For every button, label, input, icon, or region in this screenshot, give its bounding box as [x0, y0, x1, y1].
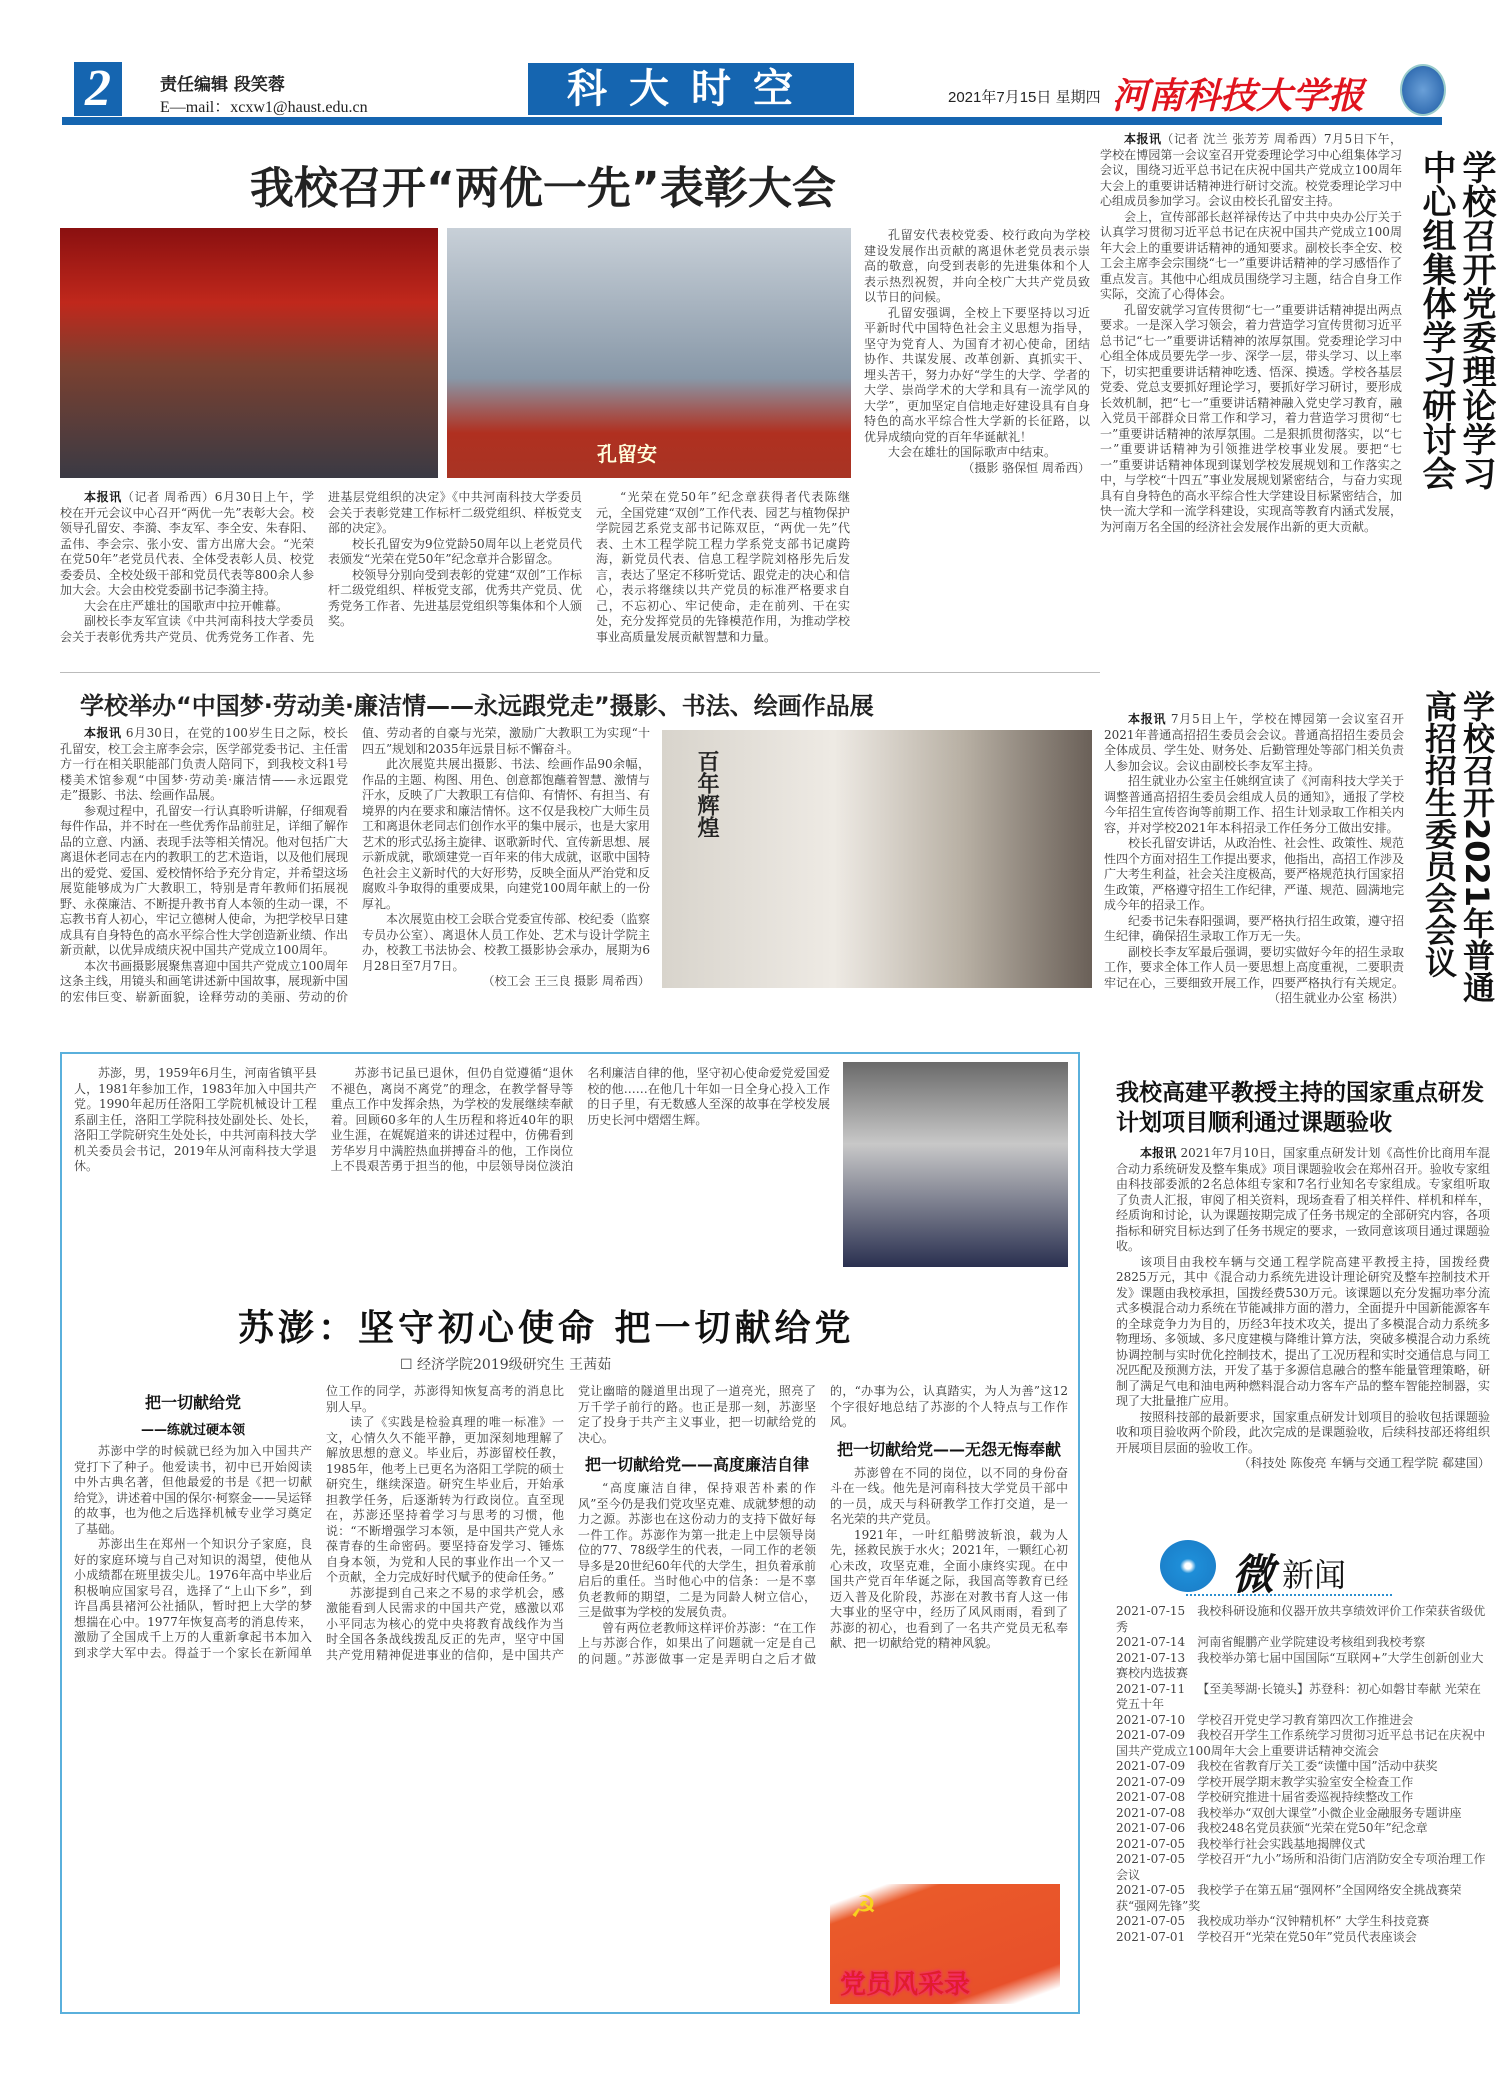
- masthead-logo: 河南科技大学报: [1112, 75, 1365, 117]
- article-lead: 本报讯: [1124, 132, 1162, 146]
- article-paragraph: 孔留安强调，全校上下要坚持以习近平新时代中国特色社会主义思想为指导，坚守为党育人、为国育才初心使命，团结协作、共谋发展、改革创新、真抓实干、埋头苦干，努力办好“学生的大学、学者的大学、崇尚学术的大学和具有一流学风的大学”，更加坚定自信地走好建设具有自身特色的高水平综合性大学新的长征路，以优异成绩向党的百年华诞献礼！: [864, 305, 1090, 444]
- feature-subhead-1: 把一切献给党: [144, 1393, 241, 1412]
- news-date: 2021-07-05: [1116, 1836, 1186, 1851]
- feature-byline: [400, 1354, 611, 1374]
- article-paragraph: 副校长李友军最后强调，要切实做好今年的招生录取工作，要求全体工作人员一要思想上高度重视，二要职责牢记在心，三要细致开展工作，四要严格执行有关规定。: [1104, 944, 1405, 990]
- page-number: 2: [74, 62, 122, 116]
- paragraphs: [1116, 1255, 1490, 1457]
- news-title[interactable]: 学校召开“光荣在党50年”党员代表座谈会: [1197, 1929, 1417, 1944]
- article-paragraph: 苏澎，男，1959年6月生，河南省镇平县人，1981年参加工作，1983年加入中国共产党。1990年起历任洛阳工学院机械设计工程系副主任，洛阳工学院科技处副处长、处长，洛阳工学院研究生处处长，中共河南科技大学机关委员会书记，2019年从河南科技大学退休。: [74, 1066, 317, 1173]
- paragraphs: [74, 1066, 830, 1175]
- issue-date: 2021年7月15日 星期四: [948, 89, 1101, 106]
- news-date: 2021-07-14: [1116, 1635, 1186, 1649]
- feature-headline: 苏澎：坚守初心使命 把一切献给党: [238, 1307, 855, 1349]
- article-two-excellence-body: [60, 490, 850, 645]
- news-date: 2021-07-13: [1116, 1650, 1186, 1665]
- article-paragraph: （记者 周希西）6月30日上午，学校在开元会议中心召开“两优一先”表彰大会。校领导孔留安、李漪、李友军、李全安、朱春阳、孟伟、李会宗、张小安、雷方出席大会。“光荣在党50年”老党员代表、全体受表彰人员、校党委委员、全校处级干部和党员代表等800余人参加大会。大会由校党委副书记李漪主持。: [60, 490, 314, 597]
- divider: [60, 672, 1100, 673]
- article-paragraph: 苏澎提到自己来之不易的求学机会，感激能看到人民需求的中国共产党，感激以邓小平同志为核心的党中央将教育战线作为当时全国各条战线拨乱反正的先声，坚守中国共产党用精神促进事业的信仰，是中国共产党让幽暗的隧道里出现了一道亮光，照亮了万千学子前行的路。也正是那一刻，苏澎坚定了投身于共产主义事业，把一切献给党的决心。: [326, 1384, 816, 1662]
- admissions-credit: （招生就业办公室 杨洪）: [1268, 991, 1404, 1005]
- news-item[interactable]: [1116, 1651, 1490, 1682]
- article-lead: 本报讯: [1128, 712, 1167, 726]
- article-paragraph: 7月5日上午，学校在博园第一会议室召开2021年普通高招招生委员会会议。普通高招招生委员会全体成员、学生处、财务处、后勤管理处等部门相关负责人参加会议。会议由副校长李友军主持。: [1104, 712, 1405, 773]
- news-item[interactable]: [1116, 1837, 1490, 1853]
- article-paragraph: 大会在庄严雄壮的国歌声中拉开帷幕。: [84, 598, 289, 613]
- news-title[interactable]: 我校学子在第五届“强网杯”全国网络安全挑战赛荣获“强网先锋”奖: [1116, 1883, 1462, 1913]
- news-title[interactable]: 学校开展学期末教学实验室安全检查工作: [1197, 1774, 1414, 1789]
- news-item[interactable]: [1116, 1775, 1490, 1791]
- paragraphs: [864, 228, 1090, 461]
- flower-icon: [1160, 1540, 1216, 1592]
- news-title[interactable]: 学校召开“九小”场所和沿街门店消防安全专项治理工作会议: [1116, 1852, 1486, 1882]
- news-item[interactable]: [1116, 1806, 1490, 1822]
- article-paragraph: 孔留安就学习宣传贯彻“七一”重要讲话精神提出两点要求。一是深入学习领会，着力营造学习宣传贯彻习近平总书记“七一”重要讲话精神的浓厚氛围。党委理论学习中心组全体成员要先学一步、深学一层，带头学习、以上率下，切实把重要讲话精神吃透、悟深、摸透。学校各基层党委、党总支要抓好理论学习，要抓好学习研讨，要形成长效机制，把“七一”重要讲话精神融入党史学习教育，融入党员干部群众日常工作和学习，着力营造学习贯彻“七一”重要讲话精神的浓厚氛围。二是狠抓贯彻落实，以“七一”重要讲话精神为引领推进学校事业发展。要把“七一”重要讲话精神体现到谋划学校发展规划和工作落实之中，与学校“十四五”事业发展规划紧密结合，与奋力实现具有自身特色的高水平综合性大学建设目标紧密结合，加快一流大学和一流学科建设，实现高等教育内涵式发展，为河南万名全国的经济社会发展作出新的更大贡献。: [1100, 302, 1402, 534]
- article-paragraph: 校长孔留安讲话，从政治性、社会性、政策性、规范性四个方面对招生工作提出要求，他指出，高招工作涉及广大考生利益，社会关注度极高，要严格规范执行国家招生政策，严格遵守招生工作纪律，严谨、规范、圆满地完成今年的招录工作。: [1104, 836, 1405, 912]
- news-item[interactable]: [1116, 1635, 1490, 1651]
- news-date: 2021-07-10: [1116, 1712, 1186, 1727]
- paragraphs: [830, 1466, 1068, 1652]
- news-title[interactable]: 我校248名党员获颁“光荣在党50年”纪念章: [1197, 1821, 1428, 1835]
- article-paragraph: 本次展览由校工会联合党委宣传部、校纪委（监察专员办公室）、离退休人员工作处、艺术与设计学院主办，校教工书法协会、校教工摄影协会承办，展期为6月28日至7月7日。: [362, 912, 651, 973]
- photo-su-peng: [843, 1062, 1068, 1267]
- article-paragraph: 副校长李友军宣读《中共河南科技大学委员会关于表彰优秀共产党员、优秀党务工作者、先进基层党组织的决定》《中共河南科技大学委员会关于表彰党建工作标杆二级党组织、样板党支部的决定》。: [60, 490, 582, 644]
- article-lead: 本报讯: [1140, 1146, 1177, 1160]
- news-date: 2021-07-09: [1116, 1759, 1186, 1773]
- micro-news-title-a: 微: [1232, 1550, 1275, 1599]
- article-paragraph: “高度廉洁自律，保持艰苦朴素的作风”至今仍是我们党攻坚克难、成就梦想的动力之源。苏澎也在这份动力的支持下做好每一件工作。苏澎作为第一批走上中层领导岗位的77、78级学生的代表，一同工作的老领导多是20世纪60年代的大学生，担负着承前启后的重任。当时他心中的信条：一是不辜负老教师的期望，二是为同龄人树立信心，三是做事为学校的发展负责。: [578, 1481, 816, 1619]
- article-paragraph: 招生就业办公室主任姚纲宣读了《河南科技大学关于调整普通高招招生委员会组成人员的通知》，通报了学校今年招生宣传咨询等前期工作、招生计划录取工作相关内容，并对学校2021年本科招录工作任务分工做出安排。: [1104, 774, 1405, 835]
- article-paragraph: 苏澎出生在郑州一个知识分子家庭，良好的家庭环境与自己对知识的渴望，使他从小成绩都在班里拔尖儿。1976年高中毕业后积极响应国家号召，选择了“上山下乡”，到许昌禹县褚河公社插队，暂时把上大学的梦想揣在心中。1977年恢复高考的消息传来，激励了全国成千上万的人重新拿起书本加入到求学大军中去。得益于一个家长在新闻单位工作的同学，苏澎得知恢复高考的消息比别人早。: [74, 1384, 564, 1660]
- article-paragraph: 1921年，一叶红船劈波斩浪，载为人先，拯救民族于水火；2021年，一颗红心初心未改，攻坚克难，全面小康终实现。在中国共产党百年华诞之际，我国高等教育已经迈入普及化阶段，苏澎在对教书育人这一伟大事业的坚守中，经历了风风雨雨，看到了苏澎的初心，也看到了一名共产党员无私奉献、把一切献给党的精神风貌。: [830, 1527, 1068, 1650]
- news-date: 2021-07-05: [1116, 1852, 1186, 1866]
- news-title[interactable]: 我校成功举办“汉钟精机杯” 大学生科技竞赛: [1197, 1914, 1430, 1928]
- news-item[interactable]: [1116, 1682, 1490, 1713]
- news-date: 2021-07-06: [1116, 1821, 1186, 1835]
- section-title: 科大时空: [528, 63, 854, 115]
- photo-exhibition-visit: [662, 730, 1092, 988]
- feature-main-body: [74, 1384, 1068, 1667]
- article-paragraph: “光荣在党50年”纪念章获得者代表陈继元，全国党建“双创”工作代表、园艺与植物保护学院园艺系党支部书记陈双臣，“两优一先”代表、土木工程学院工程力学系党支部书记虞跨海，新党员代表、信息工程学院刘格彤先后发言，表达了坚定不移听党话、跟党走的决心和信心，表示将继续以共产党员的标准严格要求自己，不忘初心、牢记使命，走在前列、干在实处，充分发挥党员的先锋模范作用，为推动学校事业高质量发展贡献智慧和力量。: [596, 490, 850, 644]
- article-paragraph: 苏澎书记虽已退休，但仍自觉遵循“退休不褪色，离岗不离党”的理念，在教学督导等重点工作中发挥余热，为学校的发展继续奉献着。回顾60多年的人生历程和将近40年的职业生涯，在娓娓道来的讲述过程中，仿佛看到芳华岁月中满腔热血拼搏奋斗的他，工作岗位上不畏艰苦勇于担当的他，中层领导岗位淡泊名利廉洁自律的他，坚守初心使命爱党爱国爱校的他……在他几十年如一日全身心投入工作的日子里，有无数感人至深的故事在学校发展历史长河中熠熠生辉。: [330, 1066, 830, 1173]
- article-paragraph: （记者 沈兰 张芳芳 周希西）7月5日下午，学校在博园第一会议室召开党委理论学习中心组集体学习会议，围绕习近平总书记在庆祝中国共产党成立100周年大会上的重要讲话精神进行研讨交流。校党委理论学习中心组成员参加学习。会议由校长孔留安主持。: [1100, 132, 1402, 208]
- news-item[interactable]: [1116, 1914, 1490, 1930]
- feature-subhead-1b: ——练就过硬本领: [140, 1423, 245, 1438]
- article-paragraph: 苏澎曾在不同的岗位，以不同的身份奋斗在一线。他先是河南科技大学党员干部中的一员，成天与科研教学工作打交道，是一名光荣的共产党员。: [830, 1465, 1068, 1526]
- article-two-excellence-cont: [864, 228, 1090, 476]
- article-paragraph: 大会在雄壮的国际歌声中结束。: [888, 445, 1057, 459]
- headline-exhibition: 学校举办“中国梦·劳动美·廉洁情——永远跟党走”摄影、书法、绘画作品展: [80, 692, 874, 720]
- news-title[interactable]: 【至美琴湖·长镜头】苏登科：初心如磐甘奉献 光荣在党五十年: [1116, 1681, 1481, 1711]
- news-date: 2021-07-01: [1116, 1929, 1186, 1944]
- news-item[interactable]: [1116, 1728, 1490, 1759]
- article-paragraph: 该项目由我校车辆与交通工程学院高建平教授主持，国拨经费2825万元，其中《混合动力系统先进设计理论研究及整车控制技术开发》课题由我校承担，国拨经费530万元。该课题以充分发掘功率分流式多模混合动力系统在节能减排方面的潜力，全面提升中国新能源客车的全球竞争力为目的，历经3年技术攻关，提出了多模混合动力系统多物理场、多领域、多尺度建模与降维计算方法，突破多模混合动力系统协调控制与实时优化控制技术，提出了工况历程和实时交通信息与同工况匹配及预测方法，开发了基于多源信息融合的整车能量管理策略，研制了满足气电和油电两种燃料混合动力客车产品的整车智能控制器，实现了大批量推广应用。: [1116, 1254, 1490, 1408]
- calligraphy-banner: 百年辉煌: [694, 750, 720, 838]
- article-paragraph: 苏澎中学的时候就已经为加入中国共产党打下了种子。他爱读书，初中已开始阅读中外古典名著，但他最爱的书是《把一切献给党》，讲述着中国的保尔·柯察金——吴运铎的故事，也为他之后选择机械专业学习奠定了基础。: [74, 1444, 312, 1536]
- news-date: 2021-07-15: [1116, 1604, 1186, 1618]
- article-lead: 本报讯: [84, 490, 122, 504]
- feature-subhead-3: 把一切献给党——无怨无悔奉献: [836, 1439, 1061, 1459]
- news-title[interactable]: 我校在省教育厅关工委“读懂中国”活动中获奖: [1197, 1759, 1438, 1773]
- feature-intro-body: [74, 1066, 830, 1175]
- article-paragraph: 6月30日，在党的100岁生日之际，校长孔留安，校工会主席李会宗，医学部党委书记、主任雷方一行在相关职能部门负责人陪同下，到我校文科1号楼美术馆参观“中国梦·劳动美·廉洁情——永远跟党走”摄影、书法、绘画作品展。: [60, 726, 349, 802]
- byline-box-icon: ☐: [400, 1357, 418, 1373]
- article-paragraph: 校长孔留安为9位党龄50周年以上老党员代表颁发“光荣在党50年”纪念章并合影留念。: [328, 536, 582, 566]
- feature-subhead-2: 把一切献给党——高度廉洁自律: [584, 1455, 809, 1474]
- article-lead: 本报讯: [84, 726, 122, 740]
- article-admissions-body: [1104, 712, 1404, 1007]
- news-date: 2021-07-11: [1116, 1681, 1186, 1696]
- article-paragraph: 孔留安代表校党委、校行政向为学校建设发展作出贡献的离退休老党员表示崇高的敬意，向受到表彰的先进集体和个人表示热烈祝贺，并向全校广大共产党员致以节日的问候。: [864, 228, 1090, 304]
- news-date: 2021-07-09: [1116, 1774, 1186, 1789]
- article-paragraph: 2021年7月10日，国家重点研发计划《高性价比商用车混合动力系统研发及整车集成》项目课题验收会在郑州召开。验收专家组由科技部委派的2名总体组专家和7名行业知名专家组成。专家组听取了负责人汇报，审阅了相关资料，现场查看了相关样件、样机和样车，经质询和讨论，认为课题按期完成了任务书规定的全部研究内容，各项指标和研究目标达到了任务书规定的要求，一致同意该项目通过课题验收。: [1116, 1146, 1490, 1253]
- column-logo-text: 党员风采录: [840, 1970, 971, 2000]
- article-paragraph: 纪委书记朱春阳强调，要严格执行招生政策，遵守招生纪律，确保招生录取工作万无一失。: [1104, 913, 1405, 943]
- news-title[interactable]: 我校召开学生工作系统学习贯彻习近平总书记在庆祝中国共产党成立100周年大会上重要讲话精神交流会: [1116, 1728, 1486, 1758]
- hammer-sickle-icon: ☭: [850, 1890, 877, 1925]
- article-paragraph: 本次书画摄影展聚焦喜迎中国共产党成立100周年这条主线，用镜头和画笔讲述新中国故事，展现新中国的宏伟巨变、崭新面貌，诠释劳动的美丽、劳动的价值、劳动者的自豪与光荣，激励广大教职工为实现“十四五”规划和2035年远景目标不懈奋斗。: [60, 726, 650, 1004]
- photo-credit: （摄影 骆保恒 周希西）: [962, 460, 1090, 475]
- article-exhibition-body: [60, 726, 650, 1005]
- news-title[interactable]: 学校研究推进十届省委巡视持续整改工作: [1197, 1790, 1414, 1804]
- photo-conference-hall: [60, 228, 438, 478]
- paragraphs: [1100, 210, 1402, 536]
- news-date: 2021-07-08: [1116, 1790, 1186, 1804]
- article-theory-study-body: [1100, 132, 1402, 535]
- news-date: 2021-07-09: [1116, 1728, 1186, 1742]
- article-paragraph: 读了《实践是检验真理的唯一标准》一文，心情久久不能平静，更加深刻地理解了解放思想的意义。毕业后，苏澎留校任教，1985年，他考上已更名为洛阳工学院的硕士研究生，继续深造。研究生毕业后，开始承担教学任务，后逐渐转为行政岗位。直至现在，苏澎还坚持着学习与思考的习惯，他说：“不断增强学习本领，是中国共产党人永葆青春的生命密码。要坚持奋发学习、锤炼自身本领，为党和人民的事业作出一个又一个贡献，全力完成好时代赋予的使命任务。”: [326, 1415, 564, 1584]
- news-item[interactable]: [1116, 1759, 1490, 1775]
- headline-theory-study: 学校召开党委理论学习中心组集体学习研讨会: [1416, 150, 1496, 490]
- research-credit: （科技处 陈俊亮 车辆与交通工程学院 郗建国）: [1238, 1456, 1490, 1470]
- paragraphs: [1104, 774, 1404, 991]
- article-paragraph: 校领导分别向受到表彰的党建“双创”工作标杆二级党组织、样板党支部，优秀共产党员、优秀党务工作者、先进基层党组织等集体和个人颁奖。: [328, 567, 582, 628]
- headline-research-project: 我校高建平教授主持的国家重点研发计划项目顺利通过课题验收: [1116, 1080, 1484, 1136]
- header-rule: [62, 117, 1442, 125]
- news-item[interactable]: [1116, 1821, 1490, 1837]
- article-paragraph: 会上，宣传部部长赵祥禄传达了中共中央办公厅关于认真学习贯彻习近平总书记在庆祝中国共产党成立100周年大会上的重要讲话精神的通知要求。副校长李全安、校工会主席李会宗围绕“七一”重要讲话精神的学习感悟作了重点发言。其他中心组成员围绕学习主题，结合自身工作实际，交流了心得体会。: [1100, 209, 1402, 301]
- news-title[interactable]: 我校举行社会实践基地揭牌仪式: [1197, 1836, 1366, 1851]
- news-item[interactable]: [1116, 1883, 1490, 1914]
- news-title[interactable]: 我校科研设施和仪器开放共享绩效评价工作荣获省级优秀: [1116, 1604, 1486, 1634]
- news-date: 2021-07-05: [1116, 1914, 1186, 1928]
- news-title[interactable]: 我校举办“双创大课堂”小微企业金融服务专题讲座: [1197, 1805, 1462, 1820]
- university-seal-icon: [1400, 64, 1446, 116]
- speaker-nameplate: 孔留安: [597, 442, 657, 466]
- news-date: 2021-07-08: [1116, 1805, 1186, 1820]
- article-paragraph: 按照科技部的最新要求，国家重点研发计划项目的验收包括课题验收和项目验收两个阶段，此次完成的是课题验收，后续科技部还将组织开展项目层面的验收工作。: [1116, 1409, 1490, 1455]
- micro-news-list: [1116, 1604, 1490, 1945]
- editor-credit: 责任编辑 段笑蓉: [160, 75, 285, 95]
- article-paragraph: 曾有两位老教师这样评价苏澎：“在工作上与苏澎合作，如果出了问题就一定是自己的问题。”苏澎做事一定是弄明白之后才做的，“办事为公，认真踏实，为人为善”这12个字很好地总结了苏澎的个人特点与工作作风。: [578, 1384, 1068, 1666]
- headline-admissions: 学校召开2021年普通高招招生委员会会议: [1420, 690, 1496, 1004]
- photo-speaker: [447, 228, 851, 478]
- news-item[interactable]: [1116, 1852, 1490, 1883]
- micro-news-title-b: 新闻: [1282, 1556, 1347, 1594]
- news-item[interactable]: [1116, 1713, 1490, 1729]
- news-item[interactable]: [1116, 1790, 1490, 1806]
- editor-email: E—mail：xcxw1@haust.edu.cn: [160, 99, 368, 116]
- article-paragraph: 参观过程中，孔留安一行认真聆听讲解，仔细观看每件作品，并不时在一些优秀作品前驻足，详细了解作品的立意、内涵、表现手法等相关情况。他对包括广大离退休老同志在内的教职工的艺术造诣，以及他们展现出的爱党、爱国、爱校情怀给予充分肯定，并希望这场展览能够成为广大教职工，特别是青年教师们拓展视野、永葆廉洁、不断提升教书育人本领的生动一课，不忘教书育人初心，牢记立德树人使命，为把学校早日建成具有自身特色的高水平综合性大学创造新业绩、作出新贡献，以优异成绩庆祝中国共产党成立100周年。: [60, 803, 349, 957]
- photo-credit: （校工会 王三良 摄影 周希西）: [482, 974, 650, 988]
- micro-news-underline: [1186, 1594, 1392, 1596]
- news-title[interactable]: 河南省鲲鹏产业学院建设考核组到我校考察: [1197, 1635, 1426, 1649]
- headline-two-excellence: 我校召开“两优一先”表彰大会: [250, 163, 836, 214]
- news-title[interactable]: 学校召开党史学习教育第四次工作推进会: [1197, 1712, 1414, 1727]
- news-item[interactable]: [1116, 1930, 1490, 1946]
- party-flag-logo: [830, 1884, 1060, 2004]
- article-research-body: [1116, 1146, 1490, 1472]
- news-title[interactable]: 我校举办第七届中国国际“互联网+”大学生创新创业大赛校内选拔赛: [1116, 1650, 1484, 1680]
- byline-text: 经济学院2019级研究生 王茜茹: [417, 1357, 612, 1373]
- news-item[interactable]: [1116, 1604, 1490, 1635]
- article-paragraph: 此次展览共展出摄影、书法、绘画作品90余幅，作品的主题、构图、用色、创意都饱蘸着智慧、激情与汗水，反映了广大教职工有信仰、有情怀、有担当、有境界的内在要求和廉洁情怀。这不仅是我校广大师生员工和离退休老同志们创作水平的集中展示，也是大家用艺术的形式弘扬主旋律、讴歌新时代、宣传新思想、展示新成就，歌颂建党一百年来的伟大成就，讴歌中国特色社会主义新时代的大好形势，反映全面从严治党和反腐败斗争取得的重要成果，向建党100周年献上的一份厚礼。: [362, 757, 651, 911]
- news-date: 2021-07-05: [1116, 1883, 1186, 1897]
